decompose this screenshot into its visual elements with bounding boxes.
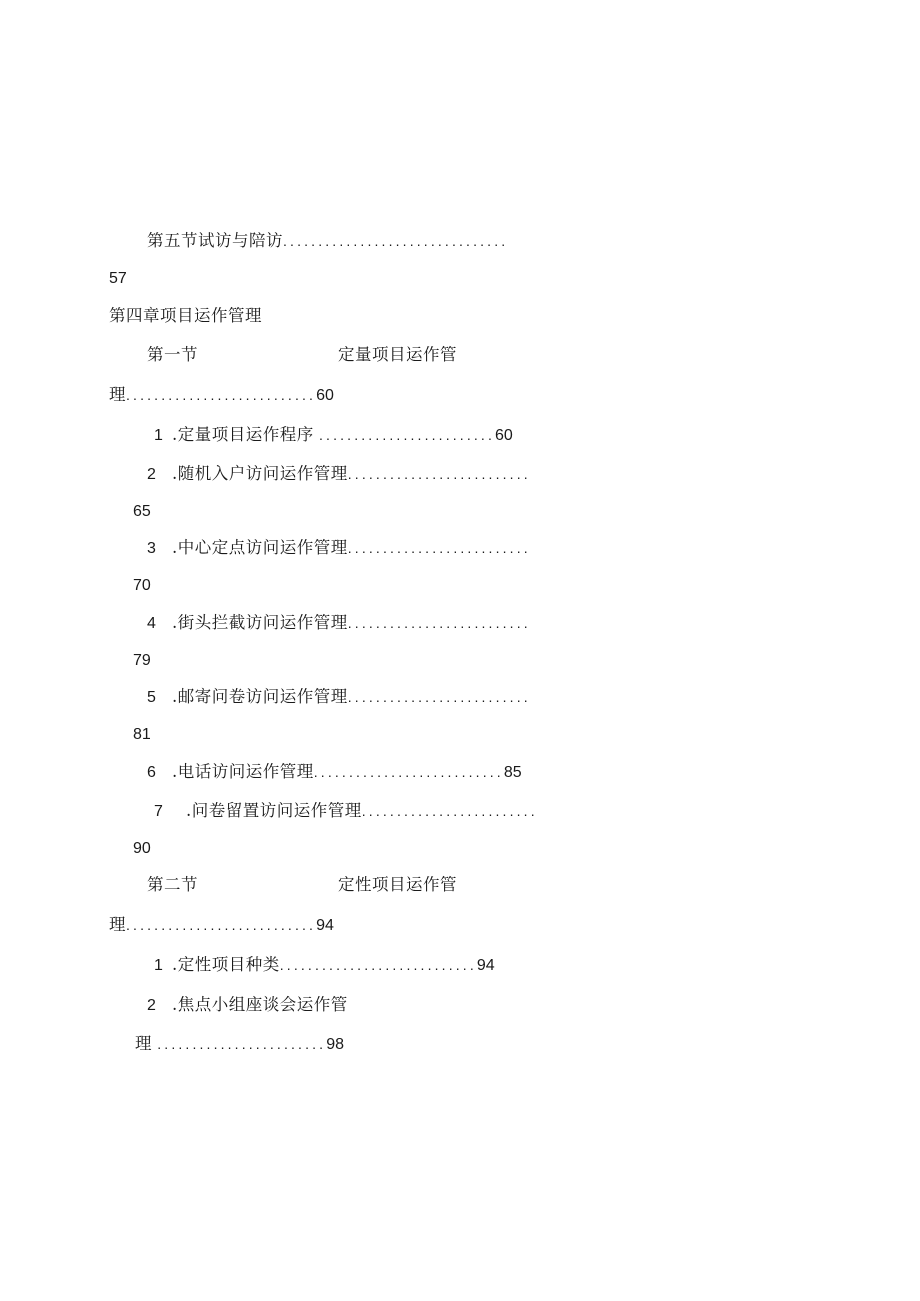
toc-title: .邮寄问卷访问运作管理 — [172, 687, 348, 706]
toc-chapter-4-title: 第四章项目运作管理 — [109, 306, 262, 325]
toc-page-number: 60 — [316, 387, 334, 404]
toc-entry-item-qual-2-continuation — [135, 1033, 344, 1056]
toc-entry-item-2 — [147, 463, 531, 486]
toc-page-number: 79 — [133, 652, 151, 669]
toc-item-index: 2 — [147, 997, 156, 1014]
toc-leader-dots: ........................ — [157, 1036, 327, 1052]
toc-title: .问卷留置访问运作管理 — [186, 801, 362, 820]
toc-leader-dots: ........................... — [126, 917, 317, 933]
toc-title: .街头拦截访问运作管理 — [172, 613, 348, 632]
toc-item-index: 7 — [154, 803, 163, 820]
toc-entry-item-3 — [147, 537, 531, 560]
toc-leader-dots: ............................ — [279, 957, 477, 973]
toc-page-number: 98 — [326, 1036, 344, 1053]
toc-section-2-label: 第二节 — [147, 875, 198, 894]
toc-title-continuation: 理 — [109, 385, 126, 404]
toc-title: .定性项目种类 — [172, 955, 280, 974]
toc-entry-item-7 — [154, 800, 538, 823]
toc-page-number: 70 — [133, 577, 151, 594]
toc-title: 第五节试访与陪访 — [147, 231, 283, 250]
toc-title-continuation: 理 — [109, 915, 126, 934]
toc-section-2-continuation — [109, 914, 334, 937]
toc-page-number: 94 — [476, 957, 495, 974]
toc-item-index: 2 — [147, 466, 156, 483]
toc-leader-dots: .......................... — [347, 466, 531, 482]
toc-page-number: 85 — [503, 764, 522, 781]
toc-page-number: 60 — [495, 427, 513, 444]
toc-entry-item-1 — [154, 424, 513, 447]
toc-section-2-title: 定性项目运作管 — [338, 875, 457, 894]
toc-item-index: 3 — [147, 540, 156, 557]
toc-leader-dots: ................................ — [283, 233, 509, 249]
toc-leader-dots: ......................... — [319, 427, 495, 443]
toc-page-number: 57 — [109, 270, 127, 287]
toc-entry-item-5 — [147, 686, 531, 709]
toc-page-number: 94 — [316, 917, 334, 934]
toc-section-1-label: 第一节 — [147, 345, 198, 364]
toc-item-index: 6 — [147, 764, 156, 781]
toc-page-number: 81 — [133, 726, 151, 743]
toc-entry-item-4 — [147, 612, 531, 635]
toc-item-index: 1 — [154, 427, 163, 444]
toc-section-1-continuation — [109, 384, 334, 407]
toc-title: .中心定点访问运作管理 — [172, 538, 348, 557]
toc-item-index: 4 — [147, 615, 156, 632]
toc-item-index: 1 — [154, 957, 163, 974]
toc-leader-dots: ........................... — [313, 764, 504, 780]
toc-title: .随机入户访问运作管理 — [172, 464, 348, 483]
toc-entry-item-qual-1 — [154, 954, 495, 977]
toc-leader-dots: .......................... — [347, 689, 531, 705]
toc-page-number: 90 — [133, 840, 151, 857]
toc-item-index: 5 — [147, 689, 156, 706]
toc-section-1-title: 定量项目运作管 — [338, 345, 457, 364]
toc-entry-section-5 — [147, 230, 508, 252]
toc-leader-dots: .......................... — [347, 615, 531, 631]
toc-entry-item-6 — [147, 761, 522, 784]
toc-leader-dots: ........................... — [126, 387, 317, 403]
toc-page-number: 65 — [133, 503, 151, 520]
toc-title: .定量项目运作程序 — [172, 425, 314, 444]
toc-leader-dots: .......................... — [347, 540, 531, 556]
toc-title: .焦点小组座谈会运作管 — [172, 995, 348, 1014]
toc-leader-dots: ......................... — [361, 803, 538, 819]
toc-entry-item-qual-2 — [147, 994, 348, 1017]
toc-title: .电话访问运作管理 — [172, 762, 314, 781]
toc-title-continuation: 理 — [135, 1034, 152, 1053]
